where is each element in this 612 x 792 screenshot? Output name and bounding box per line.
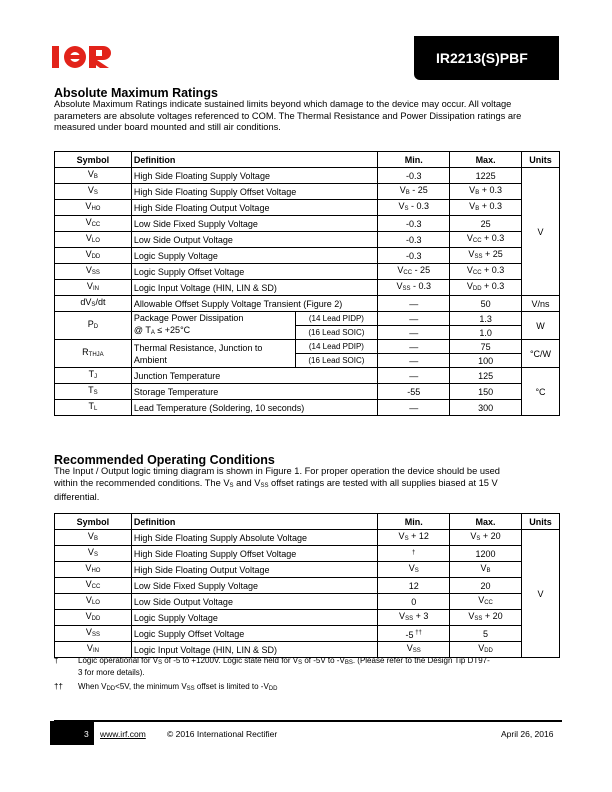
footer-rule bbox=[54, 720, 562, 722]
max-cell: 1200 bbox=[450, 546, 522, 562]
recommended-intro bbox=[54, 466, 560, 504]
table-row bbox=[55, 248, 560, 264]
definition-cell: Thermal Resistance, Junction to Ambient bbox=[131, 340, 295, 368]
table-row bbox=[55, 232, 560, 248]
min-cell: -0.3 bbox=[378, 248, 450, 264]
symbol-cell: $V_{CC}$ bbox=[55, 216, 132, 232]
table-header-row bbox=[55, 152, 560, 168]
page-number: 3 bbox=[84, 729, 89, 739]
footnote-mark: †† bbox=[54, 682, 63, 691]
min-cell: — bbox=[378, 296, 450, 312]
symbol-cell: $P_D$ bbox=[55, 312, 132, 340]
symbol-cell: $V_{DD}$ bbox=[55, 248, 132, 264]
unit-cell: V/ns bbox=[522, 296, 560, 312]
part-number: IR2213(S)PBF bbox=[436, 50, 528, 66]
symbol-cell: $V_S$ bbox=[55, 546, 132, 562]
definition-cell: Logic Supply Offset Voltage bbox=[131, 626, 377, 642]
symbol-cell: $V_{HO}$ bbox=[55, 562, 132, 578]
col-header: Min. bbox=[378, 152, 450, 168]
symbol-cell: $V_{LO}$ bbox=[55, 232, 132, 248]
table-row bbox=[55, 368, 560, 384]
definition-cell: High Side Floating Output Voltage bbox=[131, 562, 377, 578]
definition-cell: High Side Floating Supply Offset Voltage bbox=[131, 184, 377, 200]
intro-line: The Input / Output logic timing diagram is shown in Figure 1. For proper operation the device should be used bbox=[54, 466, 500, 476]
max-cell: 20 bbox=[450, 578, 522, 594]
definition-cell: Logic Input Voltage (HIN, LIN & SD) bbox=[131, 642, 377, 658]
definition-cell: Lead Temperature (Soldering, 10 seconds) bbox=[131, 400, 377, 416]
unit-cell: V bbox=[521, 530, 559, 658]
col-header: Units bbox=[522, 152, 560, 168]
symbol-cell: $R_{THJA}$ bbox=[55, 340, 132, 368]
min-cell: -5 †† bbox=[378, 626, 450, 642]
table-row bbox=[55, 340, 560, 354]
max-cell: $V_{CC} + 0.3$ bbox=[450, 232, 522, 248]
col-header: Max. bbox=[450, 152, 522, 168]
definition-cell: High Side Floating Output Voltage bbox=[131, 200, 377, 216]
unit-cell: °C bbox=[522, 368, 560, 416]
package-cell: (16 Lead SOIC) bbox=[295, 326, 378, 340]
intro-line: within the recommended conditions. The $V_S$ and $V_{SS}$ offset ratings are tested with all supplies biased at 15 V bbox=[54, 477, 498, 489]
max-cell: $V_B$ bbox=[450, 562, 522, 578]
symbol-cell: $V_{IN}$ bbox=[55, 642, 132, 658]
section-title-absolute-max: Absolute Maximum Ratings bbox=[54, 86, 218, 100]
max-cell: $V_B + 0.3$ bbox=[450, 184, 522, 200]
definition-cell: Logic Supply Voltage bbox=[131, 610, 377, 626]
col-header: Definition bbox=[131, 152, 377, 168]
table-row bbox=[55, 384, 560, 400]
col-header: Units bbox=[521, 514, 559, 530]
max-cell: 125 bbox=[450, 368, 522, 384]
footnotes bbox=[54, 656, 560, 698]
max-cell: $V_{CC}$ bbox=[450, 594, 522, 610]
col-header: Min. bbox=[378, 514, 450, 530]
package-cell: (16 Lead SOIC) bbox=[295, 354, 378, 368]
max-cell: $V_{CC} + 0.3$ bbox=[450, 264, 522, 280]
intro-line: Absolute Maximum Ratings indicate sustained limits beyond which damage to the device may occur. All voltage bbox=[54, 99, 512, 109]
definition-cell: Junction Temperature bbox=[131, 368, 377, 384]
table-row bbox=[55, 312, 560, 326]
max-cell: $V_{DD} + 0.3$ bbox=[450, 280, 522, 296]
max-cell: 150 bbox=[450, 384, 522, 400]
definition-cell: Allowable Offset Supply Voltage Transient (Figure 2) bbox=[131, 296, 377, 312]
footer-url-link[interactable]: www.irf.com bbox=[100, 729, 146, 739]
max-cell: $V_S + 20$ bbox=[450, 530, 522, 546]
recommended-rows bbox=[55, 530, 560, 658]
min-cell: $V_B - 25$ bbox=[378, 184, 450, 200]
min-cell: — bbox=[378, 368, 450, 384]
min-cell: $V_{CC} - 25$ bbox=[378, 264, 450, 280]
table-header-row bbox=[55, 514, 560, 530]
max-cell: 5 bbox=[450, 626, 522, 642]
table-row bbox=[55, 296, 560, 312]
intro-line: differential. bbox=[54, 492, 100, 502]
min-cell: 12 bbox=[378, 578, 450, 594]
definition-cell: Logic Supply Voltage bbox=[131, 248, 377, 264]
table-row bbox=[55, 530, 560, 546]
symbol-cell: $V_S$ bbox=[55, 184, 132, 200]
min-cell: — bbox=[378, 326, 450, 340]
max-cell: $V_B + 0.3$ bbox=[450, 200, 522, 216]
definition-cell: Low Side Fixed Supply Voltage bbox=[131, 216, 377, 232]
min-cell: -0.3 bbox=[378, 216, 450, 232]
min-cell: — bbox=[378, 312, 450, 326]
package-cell: (14 Lead PDIP) bbox=[295, 340, 378, 354]
symbol-cell: $V_{SS}$ bbox=[55, 264, 132, 280]
col-header: Max. bbox=[450, 514, 522, 530]
definition-cell: High Side Floating Supply Voltage bbox=[131, 168, 377, 184]
footer-date: April 26, 2016 bbox=[501, 729, 554, 739]
table-row bbox=[55, 578, 560, 594]
symbol-cell: $V_{HO}$ bbox=[55, 200, 132, 216]
definition-cell: Logic Supply Offset Voltage bbox=[131, 264, 377, 280]
package-cell: (14 Lead PIDP) bbox=[295, 312, 378, 326]
min-cell: † bbox=[378, 546, 450, 562]
footnote-mark: † bbox=[54, 656, 59, 665]
max-cell: 1225 bbox=[450, 168, 522, 184]
symbol-cell: $V_B$ bbox=[55, 530, 132, 546]
definition-cell: Logic Input Voltage (HIN, LIN & SD) bbox=[131, 280, 377, 296]
max-cell: 100 bbox=[450, 354, 522, 368]
recommended-table bbox=[54, 513, 560, 658]
symbol-cell: $T_L$ bbox=[55, 400, 132, 416]
min-cell: $V_{SS} - 0.3$ bbox=[378, 280, 450, 296]
definition-cell: Package Power Dissipation @ $T_A \le +25^\circ C$ bbox=[131, 312, 295, 340]
min-cell: $V_{SS} + 3$ bbox=[378, 610, 450, 626]
table-row bbox=[55, 610, 560, 626]
table-row bbox=[55, 168, 560, 184]
intro-line: measured under board mounted and still air conditions. bbox=[54, 122, 281, 132]
min-cell: -55 bbox=[378, 384, 450, 400]
definition-cell: Low Side Output Voltage bbox=[131, 594, 377, 610]
definition-cell: Low Side Output Voltage bbox=[131, 232, 377, 248]
definition-cell: High Side Floating Supply Offset Voltage bbox=[131, 546, 377, 562]
max-cell: $V_{SS} + 25$ bbox=[450, 248, 522, 264]
col-header: Definition bbox=[131, 514, 377, 530]
table-row bbox=[55, 626, 560, 642]
intro-line: parameters are absolute voltages referenced to COM. The Thermal Resistance and Power Dissipation ratings are bbox=[54, 110, 522, 121]
table-row bbox=[55, 184, 560, 200]
table-row bbox=[55, 280, 560, 296]
table-row bbox=[55, 594, 560, 610]
table-row bbox=[55, 546, 560, 562]
unit-cell: W bbox=[522, 312, 560, 340]
min-cell: $V_S$ bbox=[378, 562, 450, 578]
min-cell: $V_S - 0.3$ bbox=[378, 200, 450, 216]
unit-cell: V bbox=[522, 168, 560, 296]
max-cell: 25 bbox=[450, 216, 522, 232]
max-cell: $V_{DD}$ bbox=[450, 642, 522, 658]
col-header: Symbol bbox=[55, 514, 132, 530]
absolute-max-intro bbox=[54, 99, 560, 134]
max-cell: $V_{SS} + 20$ bbox=[450, 610, 522, 626]
max-cell: 1.3 bbox=[450, 312, 522, 326]
min-cell: -0.3 bbox=[378, 168, 450, 184]
table-row bbox=[55, 264, 560, 280]
footnote: †† When $V_{DD}<5V$, the minimum $V_{SS}$ offset is limited to $-V_{DD}$ bbox=[54, 682, 278, 692]
section-title-recommended: Recommended Operating Conditions bbox=[54, 453, 275, 467]
symbol-cell: $V_{SS}$ bbox=[55, 626, 132, 642]
table-row bbox=[55, 216, 560, 232]
definition-cell: Storage Temperature bbox=[131, 384, 377, 400]
footnote: † Logic operational for $V_S$ of -5 to +1200V. Logic state held for $V_S$ of -5V to $-V_{BS}$. (Please refer to the Design Tip DT97- 3 for more details). bbox=[54, 656, 490, 677]
min-cell: — bbox=[378, 400, 450, 416]
min-cell: -0.3 bbox=[378, 232, 450, 248]
min-cell: $V_S + 12$ bbox=[378, 530, 450, 546]
table-row bbox=[55, 562, 560, 578]
ior-logo bbox=[52, 44, 114, 70]
min-cell: 0 bbox=[378, 594, 450, 610]
definition-cell: Low Side Fixed Supply Voltage bbox=[131, 578, 377, 594]
voltage-rows bbox=[55, 168, 560, 296]
footer-copyright: © 2016 International Rectifier bbox=[167, 729, 278, 739]
table-row bbox=[55, 400, 560, 416]
max-cell: 300 bbox=[450, 400, 522, 416]
symbol-cell: $dV_S/dt$ bbox=[55, 296, 132, 312]
symbol-cell: $T_S$ bbox=[55, 384, 132, 400]
max-cell: 1.0 bbox=[450, 326, 522, 340]
table-row bbox=[55, 200, 560, 216]
symbol-cell: $V_{CC}$ bbox=[55, 578, 132, 594]
unit-cell: °C/W bbox=[522, 340, 560, 368]
max-cell: 50 bbox=[450, 296, 522, 312]
temperature-rows bbox=[55, 368, 560, 416]
symbol-cell: $V_B$ bbox=[55, 168, 132, 184]
max-cell: 75 bbox=[450, 340, 522, 354]
absolute-max-table bbox=[54, 151, 560, 416]
min-cell: $V_{SS}$ bbox=[378, 642, 450, 658]
symbol-cell: $V_{IN}$ bbox=[55, 280, 132, 296]
definition-cell: High Side Floating Supply Absolute Voltage bbox=[131, 530, 377, 546]
symbol-cell: $V_{LO}$ bbox=[55, 594, 132, 610]
symbol-cell: $V_{DD}$ bbox=[55, 610, 132, 626]
symbol-cell: $T_J$ bbox=[55, 368, 132, 384]
min-cell: — bbox=[378, 340, 450, 354]
min-cell: — bbox=[378, 354, 450, 368]
col-header: Symbol bbox=[55, 152, 132, 168]
part-number-banner bbox=[414, 36, 559, 80]
